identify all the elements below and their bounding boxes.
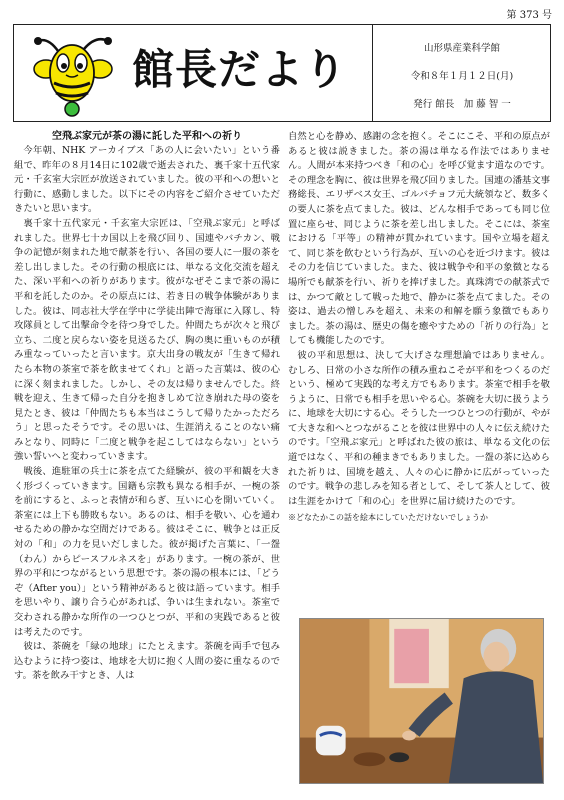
newsletter-title: 館長だより xyxy=(132,45,348,94)
issue-number: 第 373 号 xyxy=(506,10,552,21)
footnote: ※どなたかこの話を絵本にしていただけないでしょうか xyxy=(288,513,488,523)
issuer: 発行 館長 加 藤 智 一 xyxy=(413,99,511,110)
bee-mascot-icon xyxy=(32,29,114,119)
header-divider xyxy=(372,25,373,121)
header-meta xyxy=(380,31,544,124)
organization-name: 山形県産業科学館 xyxy=(423,43,500,54)
tea-ceremony-photo xyxy=(299,618,544,784)
paragraph: 裏千家十五代家元・千玄室大宗匠は、「空飛ぶ家元」と呼ばれました。世界七十カ国以上を飛び回り、国連やバチカン、戦争の記憶が刻まれた地で献茶を行い、各国の要人に一服の茶を差し出しました。その行動の根底には、単なる文化交流を超えた、深い平和への祈りがあります。彼がなぜそこまで茶の湯に平和を託したのか。その原点には、若き日の戦争体験がありました。彼は、同志社大学在学中に学徒出陣で海軍に入隊し、特攻隊員として出撃命令を待つ身でした。仲間たちが次々と飛び立ち、二度と戻らない姿を見送るたび、胸の奥に重いものが積み重なっていったと言います。京大出身の戦友が「生きて帰れたら本物の茶室で茶を飲ませてくれ」と語った言葉は、彼の心に深く刻まれました。しかし、その友は帰りませんでした。終戦を迎え、生きて帰った自分を抱きしめて泣き崩れた母の姿を見たとき、彼は「仲間たちも本当はこうして帰りたかっただろう」と思ったそうです。その思いは、生涯消えることのない痛みとなり、同時に「二度と戦争を起こしてはならない」という強い誓いへと変わっていきます。 xyxy=(14,217,280,463)
issue-date: 令和８年１月１２日(月) xyxy=(410,71,514,82)
header-box xyxy=(13,24,551,122)
paragraph: 彼の平和思想は、決して大げさな理想論ではありません。むしろ、日常の小さな所作の積み重ねこそが平和をつくるのだという、極めて実践的な考え方でもあります。茶室で相手を敬うように、日常でも相手を思いやる心。茶碗を大切に扱うように、地球を大切にする心。そうした一つひとつの行動が、やがて大きな和へとつながることを彼は世界中の人々に伝え続けたのです。「空飛ぶ家元」と呼ばれた彼の旅は、単なる文化の伝道ではなく、平和の種まきでもありました。一盌の茶に込められた祈りは、国境を越え、人々の心に静かに広がっていったのです。戦争の悲しみを知る者として、そして茶人として、彼は生涯をかけて「和の心」を世界に届け続けたのです。 xyxy=(288,349,550,507)
right-column xyxy=(288,130,550,523)
paragraph: 今年朝、NHK アーカイブス「あの人に会いたい」という番組で、昨年の８月14日に102歳で逝去された、裏千家十五代家元・千玄室大宗匠が放送されていました。彼の平和への想いと行動に、感動しました。以下にその内容をご紹介させていただきたいと思います。 xyxy=(14,145,280,215)
paragraph: 彼は、茶碗を「緑の地球」にたとえます。茶碗を両手で包み込むように持つ姿は、地球を大切に抱く人間の姿に重なるのです。茶を飲み干すとき、人は xyxy=(14,641,280,682)
left-column xyxy=(14,130,280,684)
paragraph: 自然と心を静め、感謝の念を抱く。そこにこそ、平和の原点があると彼は説きました。茶の湯は単なる作法ではありません。人間が本来持つべき「和の心」を呼び覚ます道なのです。その理念を胸に、彼は世界を飛び回りました。国連の潘基文事務総長、エリザベス女王、ゴルバチョフ元大統領など、数多くの要人に茶を点てました。彼は、どんな相手であっても同じ位置に座らせ、同じように茶を差し出しました。そこには、茶室における「平等」の精神が貫かれています。国や立場を超えて、同じ茶を飲むという行為が、互いの心を近づけます。彼はその力を信じていました。また、彼は戦争や和平の象徴となる場所でも献茶を行い、祈りを捧げました。真珠湾での献茶式では、かつて敵として戦った地で、静かに茶を点てました。その姿は、過去の憎しみを超え、未来の和解を願う象徴でもありました。茶の湯は、歴史の傷を癒やすための「祈りの行為」としても機能したのです。 xyxy=(288,131,550,347)
article-title: 空飛ぶ家元が茶の湯に託した平和への祈り xyxy=(52,131,242,142)
paragraph: 戦後、進駐軍の兵士に茶を点てた経験が、彼の平和観を大きく形づくっていきます。国籍も宗教も異なる相手が、一椀の茶を前にすると、ふっと表情が和らぎ、互いに心を開いていく。茶室には上下も勝敗もない。あるのは、相手を敬い、心を通わせるための静かな空間だけである。彼はそこに、戦争とは正反対の「和」の力を見いだしました。彼が掲げた言葉に、「一盌（わん）からピースフルネスを」があります。一椀の茶が、世界の平和につながるという思想です。茶の湯の根本には、「どうぞ（After you）」という精神があると彼は語っています。相手を思いやり、譲り合う心があれば、争いは生まれない。茶室で交わされる静かな所作の一つひとつが、平和の実践であると彼は考えたのです。 xyxy=(14,466,280,638)
